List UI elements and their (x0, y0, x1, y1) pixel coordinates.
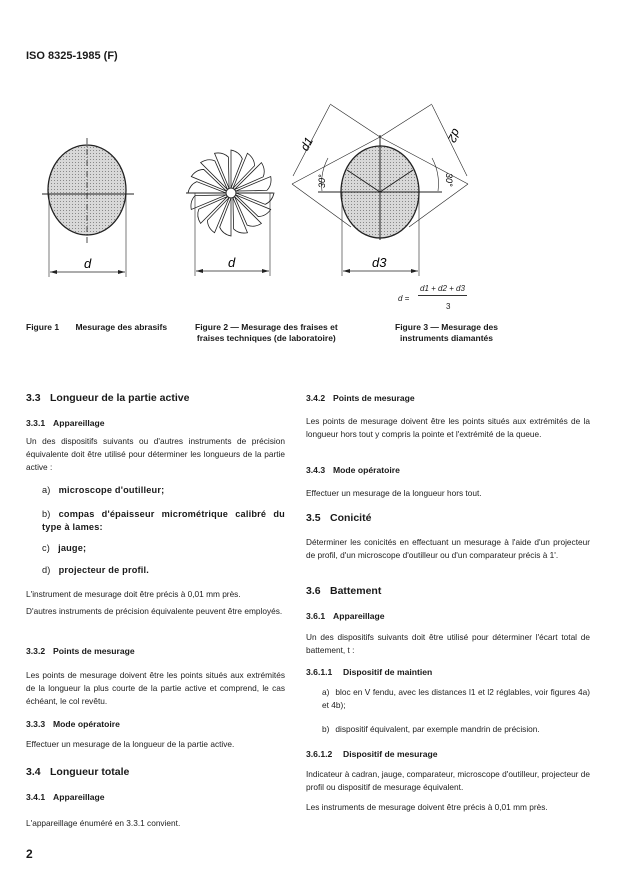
caption-line: instruments diamantés (399, 333, 494, 343)
heading-3-3 (26, 392, 285, 404)
section-number: 3.5 (306, 512, 321, 524)
item-text: dispositif équivalent, par exemple mandrin de précision. (335, 724, 540, 734)
section-number: 3.6.1.1 (306, 667, 333, 677)
paragraph: Un des dispositifs suivants doit être utilisé pour déterminer l'écart total de battement, t : (306, 632, 590, 655)
section-title: Points de mesurage (333, 393, 415, 403)
section-title: Mode opératoire (53, 719, 120, 729)
caption-line: Figure 2 — Mesurage des fraises et (195, 322, 338, 332)
caption-line: fraises techniques (de laboratoire) (196, 333, 336, 343)
fig3-d3-label: d3 (372, 255, 387, 270)
section-number: 3.3.1 (26, 418, 46, 428)
section-title: Appareillage (333, 611, 385, 621)
list-item (42, 543, 86, 553)
formula-lhs: d = (398, 294, 410, 303)
paragraph: Déterminer les conicités en effectuant un mesurage à l'aide d'un projecteur de profil, d'un microscope d'outilleur ou d'un comparateur précis à 1'. (306, 537, 590, 560)
item-text: compas d'épaisseur micrométrique calibré du type à lames: (42, 509, 285, 532)
item-label: b) (322, 724, 330, 734)
section-number: 3.3.3 (26, 719, 46, 729)
item-text: projecteur de profil. (58, 565, 150, 575)
paragraph: Les points de mesurage doivent être les points situés aux extrémités de la longueur hors tout y compris la pointe et l'extrémité de la queue. (306, 416, 590, 439)
section-title: Dispositif de mesurage (343, 749, 438, 759)
section-title: Dispositif de maintien (343, 667, 433, 677)
fig2-dim-label: d (228, 255, 236, 270)
heading-3-6 (306, 585, 590, 597)
fig3-d2-label: d2 (444, 126, 464, 145)
document-header: ISO 8325-1985 (F) (26, 50, 118, 62)
figure-3-caption (395, 322, 498, 344)
heading-3-6-1-1 (306, 667, 590, 677)
paragraph: L'instrument de mesurage doit être précis à 0,01 mm près. (26, 589, 241, 599)
section-number: 3.4 (26, 766, 41, 778)
list-item (42, 485, 285, 495)
item-text: jauge; (58, 543, 87, 553)
item-text: bloc en V fendu, avec les distances l1 et l2 réglables, voir figures 4a) et 4b); (322, 687, 590, 710)
caption-line: Figure 3 — Mesurage des (395, 322, 498, 332)
heading-3-4 (26, 766, 285, 778)
fig3-angle1-label: 30° (317, 174, 327, 188)
item-label: c) (42, 543, 51, 553)
section-number: 3.3 (26, 392, 41, 404)
fig3-angle2-label: 30° (444, 173, 454, 187)
section-title: Longueur de la partie active (50, 392, 190, 404)
caption-text: Mesurage des abrasifs (75, 322, 168, 332)
heading-3-3-2 (26, 646, 285, 656)
figure-1-abrasive (42, 138, 134, 277)
item-label: a) (42, 485, 51, 495)
section-number: 3.4.2 (306, 393, 326, 403)
paragraph: Indicateur à cadran, jauge, comparateur, microscope d'outilleur, projecteur de profil ou dispositif de mesurage équivalent. (306, 769, 590, 792)
figure-2-milling-cutter (186, 150, 274, 276)
figure-1-caption (26, 322, 167, 333)
heading-3-3-3 (26, 719, 285, 729)
heading-3-6-1 (306, 611, 590, 621)
paragraph: Les instruments de mesurage doivent être précis à 0,01 mm près. (306, 802, 548, 812)
section-title: Mode opératoire (333, 465, 400, 475)
item-text: microscope d'outilleur; (58, 485, 165, 495)
heading-3-3-1 (26, 418, 285, 428)
fig1-dim-label: d (84, 256, 92, 271)
item-label: a) (322, 687, 330, 697)
paragraph: Les points de mesurage doivent être les points situés aux extrémités de la longueur la plus courte de la partie active et comprend, le cas échéant, le col revêtu. (26, 670, 285, 706)
item-label: d) (42, 565, 51, 575)
formula-numerator: d1 + d2 + d3 (418, 284, 467, 296)
paragraph: L'appareillage énuméré en 3.3.1 convient. (26, 818, 181, 828)
section-number: 3.6.1.2 (306, 749, 333, 759)
section-title: Longueur totale (50, 766, 130, 778)
section-number: 3.4.1 (26, 792, 46, 802)
section-title: Points de mesurage (53, 646, 135, 656)
section-title: Conicité (330, 512, 372, 524)
section-title: Appareillage (53, 792, 105, 802)
list-item (42, 508, 285, 534)
figure-2-caption (195, 322, 338, 344)
list-item (42, 565, 149, 575)
heading-3-4-2 (306, 393, 590, 403)
section-number: 3.3.2 (26, 646, 46, 656)
caption-number: Figure 1 (26, 322, 60, 332)
figures-drawing (0, 90, 619, 320)
paragraph: D'autres instruments de précision équivalente peuvent être employés. (26, 606, 283, 616)
paragraph: Effectuer un mesurage de la longueur de la partie active. (26, 739, 235, 749)
fig3-d1-label: d1 (297, 134, 316, 154)
heading-3-4-3 (306, 465, 590, 475)
section-number: 3.4.3 (306, 465, 326, 475)
page-number: 2 (26, 847, 33, 861)
section-title: Appareillage (53, 418, 105, 428)
heading-3-5 (306, 512, 590, 524)
paragraph: Un des dispositifs suivants ou d'autres instruments de précision équivalente doit être utilisé pour déterminer les longueurs de la partie active : (26, 436, 285, 472)
list-item (322, 723, 590, 736)
list-item (322, 686, 590, 712)
heading-3-4-1 (26, 792, 285, 802)
section-number: 3.6 (306, 585, 321, 597)
item-label: b) (42, 509, 51, 519)
section-number: 3.6.1 (306, 611, 326, 621)
heading-3-6-1-2 (306, 749, 590, 759)
formula-denominator: 3 (446, 302, 451, 311)
section-title: Battement (330, 585, 382, 597)
paragraph: Effectuer un mesurage de la longueur hors tout. (306, 488, 482, 498)
figure-3-diamond-instrument (292, 104, 468, 276)
